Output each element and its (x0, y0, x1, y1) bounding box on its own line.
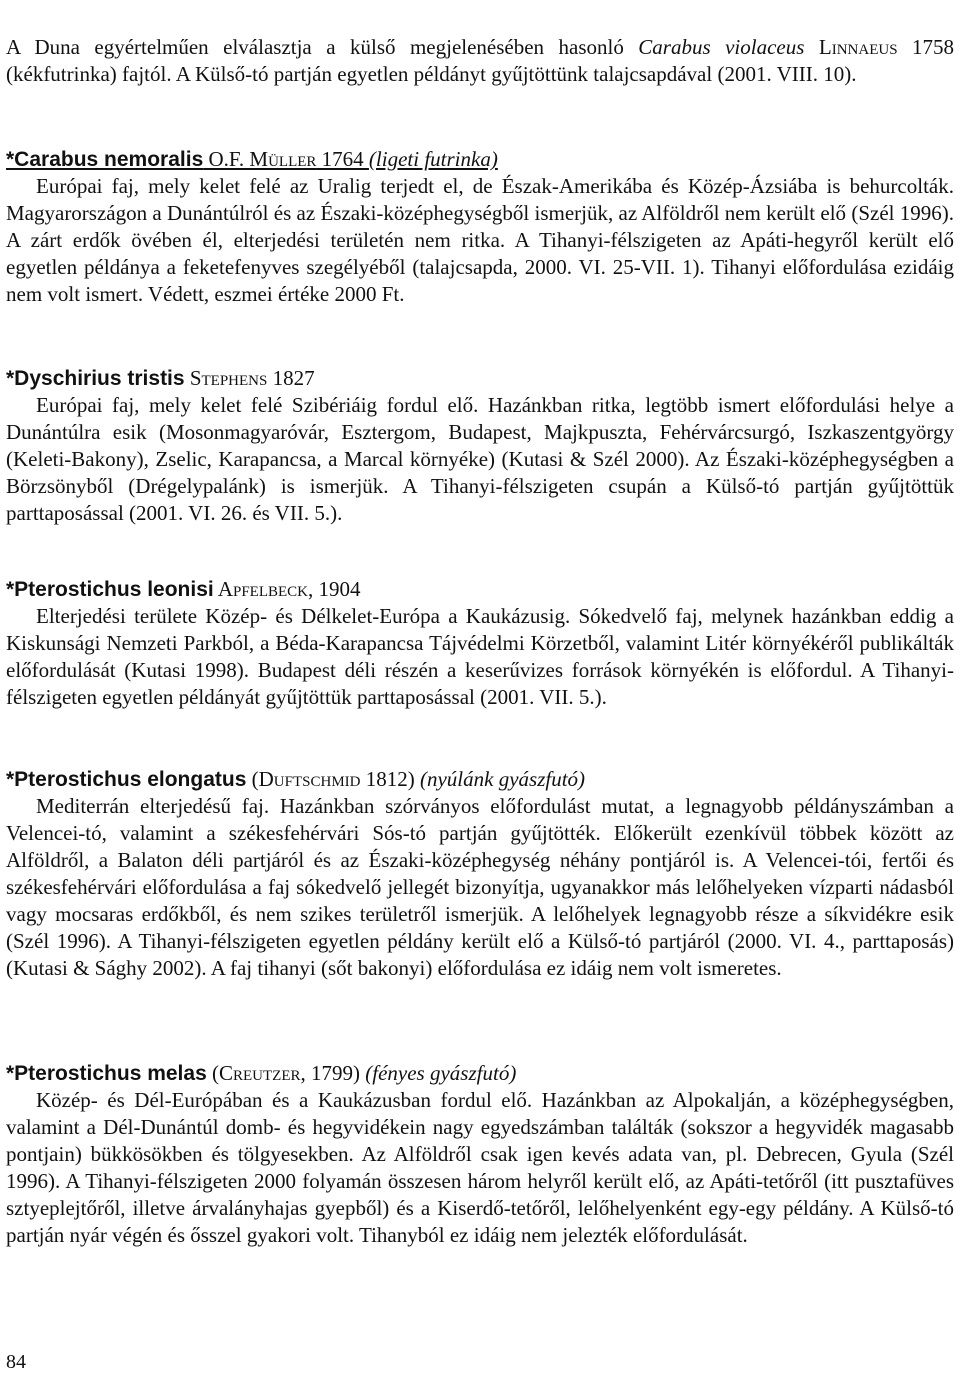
species-author: (Duftschmid (246, 767, 361, 791)
species-vernacular: (ligeti futrinka) (368, 147, 498, 171)
species-heading (6, 766, 954, 793)
intro-text: A Duna egyértelműen elválasztja a külső megjelenésében hasonló (6, 35, 639, 59)
species-author: Stephens (184, 366, 268, 390)
species-year: 1812) (360, 767, 420, 791)
species-heading (6, 576, 954, 603)
species-ref: Carabus violaceus (638, 35, 805, 59)
species-entry (6, 1060, 954, 1249)
species-name: *Pterostichus melas (6, 1062, 207, 1085)
species-author: Apfelbeck (213, 577, 309, 601)
species-heading (6, 365, 954, 392)
species-entry (6, 365, 954, 527)
species-year: , 1799) (300, 1061, 366, 1085)
species-year: 1827 (267, 366, 315, 390)
species-description: Közép- és Dél-Európában és a Kaukázusban fordul elő. Hazánkban az Alpokalján, a középhegységben, valamint a Dél-Dunántúl domb- és hegyvidékein nagy egyedszámban találták (sokszor a hegyvidék magasabb pontjain) bükkösökben és tölgyesekben. Az Alföldről csak igen kevés adata van, pl. Debrecen, Gyula (Szél 1996). A Tihanyi-félszigeten 2000 folyamán összesen három helyről került elő, az Apáti-tetőről (itt pusztafüves sztyeplejtőről, illetve árvalányhajas gyepből) és a Kiserdő-tetőről, lelőhelyenként egy-egy példány. A Külső-tó partján nyár végén és ősszel gyakori volt. Tihanyból ez idáig nem jelezték előfordulását. (6, 1088, 954, 1247)
species-author: (Creutzer (206, 1061, 301, 1085)
species-author: O.F. Müller (203, 147, 317, 171)
species-heading (6, 1060, 954, 1087)
species-vernacular: (nyúlánk gyászfutó) (419, 767, 586, 791)
species-description: Elterjedési területe Közép- és Délkelet-Európa a Kaukázusig. Sókedvelő faj, melynek hazánkban eddig a Kiskunsági Nemzeti Parkból, a Béda-Karapancsa Tájvédelmi Körzetből, valamint Litér környékéről publikálták előfordulását (Kutasi 1998). Budapest déli részén a keserűvizes források környékén is előfordul. A Tihanyi-félszigeten egyetlen példányát gyűjtöttük parttaposással (2001. VII. 5.). (6, 604, 954, 709)
species-description: Európai faj, mely kelet felé Szibériáig fordul elő. Hazánkban ritka, legtöbb ismert előfordulási helye a Dunántúlra esik (Mosonmagyaróvár, Esztergom, Budapest, Majkpuszta, Fehérvárcsurgó, Iszkaszentgyörgy (Keleti-Bakony), Zselic, Karapancsa, a Marcal környéke) (Kutasi & Szél 2000). Az Északi-középhegységben a Börzsönyből (Drégelypalánk) is ismerjük. A Tihanyi-félszigeten csupán a Külső-tó partján gyűjtöttük parttaposással (2001. VI. 26. és VII. 5.). (6, 393, 954, 525)
species-heading (6, 146, 954, 173)
species-description: Mediterrán elterjedésű faj. Hazánkban szórványos előfordulást mutat, a legnagyobb példányszámban a Velencei-tó, valamint a székesfehérvári Sós-tó partján gyűjtötték. Előkerült ezenkívül többek között az Alföldről, a Balaton déli partjáról és az Északi-középhegység néhány pontjáról is. A Velencei-tói, fertői és székesfehérvári előfordulása a faj sókedvelő jellegét bizonyítja, ugyanakkor más lelőhelyeken vízparti nádasból vagy mocsaras erdőkből, és nem szikes területről ismerjük. A lelőhelyek legnagyobb része a síkvidékre esik (Szél 1996). A Tihanyi-félszigeten egyetlen példány került elő a Külső-tó partjáról (2000. VI. 4., parttaposás) (Kutasi & Sághy 2002). A faj tihanyi (sőt bakonyi) előfordulása ez idáig nem volt ismeretes. (6, 794, 954, 980)
species-entry (6, 576, 954, 711)
species-entry (6, 146, 954, 308)
species-entry (6, 766, 954, 982)
page-number: 84 (6, 1351, 26, 1373)
author-ref: Linnaeus (818, 35, 898, 59)
species-name: *Carabus nemoralis (6, 148, 204, 171)
intro-text-continued: 1758 (kékfutrinka) fajtól. A Külső-tó partján egyetlen példányt gyűjtöttünk talajcsapdával (2001. VIII. 10). (6, 35, 955, 86)
species-vernacular: (fényes gyászfutó) (365, 1061, 517, 1085)
species-description: Európai faj, mely kelet felé az Uralig terjedt el, de Észak-Amerikába és Közép-Ázsiába is behurcolták. Magyarországon a Dunántúlról és az Északi-középhegységből ismerjük, az Alföldről nem került elő (Szél 1996). A zárt erdők övében él, elterjedési területén nem ritka. A Tihanyi-félszigeten az Apáti-hegyről került elő egyetlen példánya a feketefenyves szegélyéből (talajcsapda, 2000. VI. 25-VII. 1). Tihanyi előfordulása ezidáig nem volt ismert. Védett, eszmei értéke 2000 Ft. (6, 174, 954, 306)
species-name: *Pterostichus elongatus (6, 768, 247, 791)
species-name: *Dyschirius tristis (6, 367, 185, 390)
intro-paragraph (6, 34, 954, 88)
species-year: , 1904 (308, 577, 361, 601)
species-name: *Pterostichus leonisi (6, 578, 214, 601)
species-year: 1764 (316, 147, 369, 171)
